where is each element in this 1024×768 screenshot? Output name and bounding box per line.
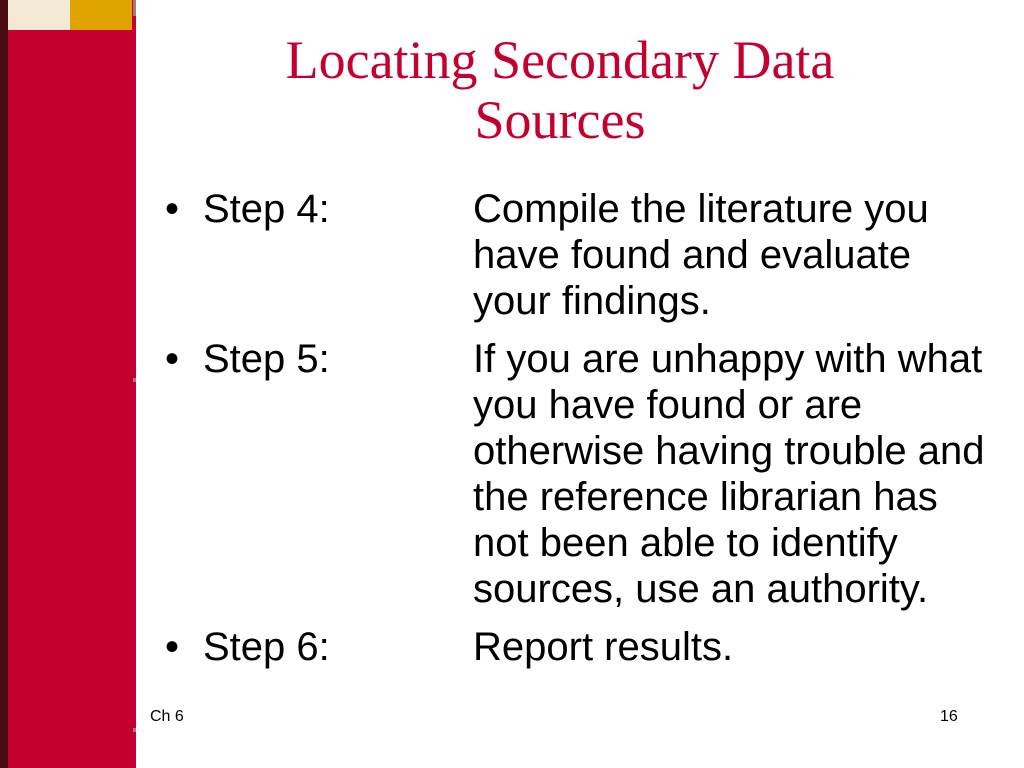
slide-title: Locating Secondary Data Sources [285,30,835,150]
list-item [165,186,995,324]
step-description: Report results. [473,625,734,669]
bullet-glyph: • [165,337,180,381]
list-item [165,336,995,612]
bullet-list [165,186,995,682]
step-label: Step 4: [203,187,330,231]
left-decorative-bar [8,0,136,768]
step-description: Compile the literature you have found and evaluate your findings. [473,187,929,323]
bar-tick-mark [133,0,136,16]
corner-gold-block [70,0,132,30]
bullet-glyph: • [165,625,180,669]
bar-tick-mark [133,378,136,382]
step-label: Step 5: [203,337,330,381]
chapter-footer: Ch 6 [150,708,184,725]
corner-cream-block [8,0,70,30]
list-item [165,624,995,670]
step-description: If you are unhappy with what you have found or are otherwise having trouble and the reference librarian has not been able to identify sources, use an authority. [473,337,985,611]
page-number: 16 [940,708,958,725]
bar-tick-mark [133,728,136,732]
bullet-glyph: • [165,187,180,231]
left-edge-stripe [0,0,8,768]
step-label: Step 6: [203,625,330,669]
